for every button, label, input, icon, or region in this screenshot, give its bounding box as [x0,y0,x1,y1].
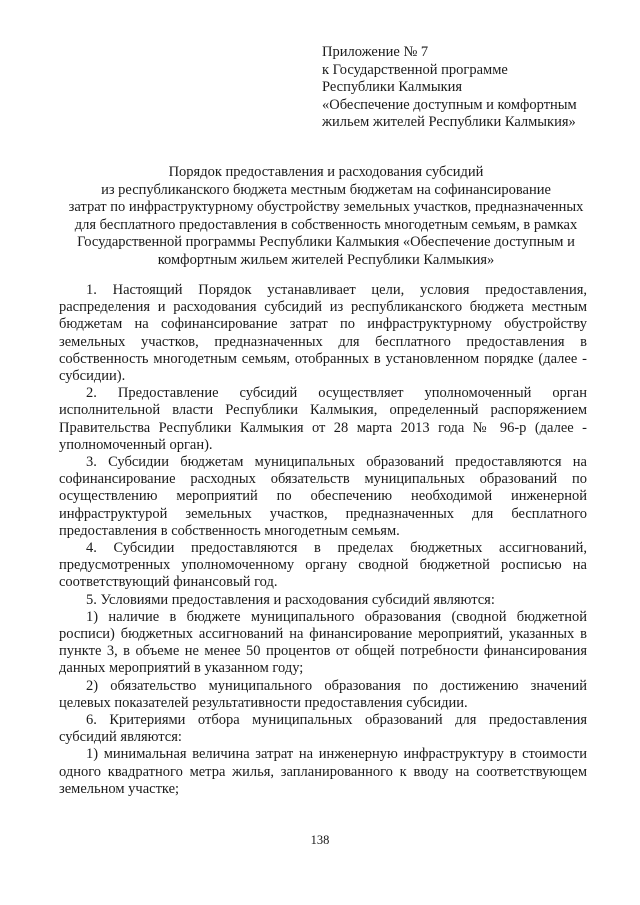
title-line: затрат по инфраструктурному обустройству земельных участков, предназначенных [68,199,584,216]
appendix-header [322,44,622,132]
page-number: 138 [310,833,330,847]
document-title [50,164,602,270]
paragraph-3: 3. Субсидии бюджетам муниципальных образований предоставляются на софинансирование расходных обязательств муниципальных образований по осуществлению мероприятий по обеспечению необходимой инженерной инфраструктурой земельных участков, предназначенных для бесплатного предоставления в собственность многодетным семьям. [59,454,587,539]
appendix-line: жильем жителей Республики Калмыкия» [322,114,576,130]
appendix-line: к Государственной программе [322,61,508,78]
paragraph-5-item-1: 1) наличие в бюджете муниципального образования (сводной бюджетной росписи) бюджетных ассигнований на финансирование мероприятий, указанных в пункте 3, в объеме не менее 50 процентов от общей потребности финансирования данных мероприятий в указанном году; [59,608,587,677]
title-line: для бесплатного предоставления в собственность многодетным семьям, в рамках [74,216,578,233]
paragraph-2: 2. Предоставление субсидий осуществляет уполномоченный орган исполнительной власти Республики Калмыкия, определенный распоряжением Правительства Республики Калмыкия от 28 марта 2013 года № 96-р (далее - уполномоченный орган). [59,385,587,453]
paragraph-6-item-1: 1) минимальная величина затрат на инженерную инфраструктуру в стоимости одного квадратного метра жилья, запланированного к вводу на соответствующем земельном участке; [59,746,587,797]
title-line: Порядок предоставления и расходования субсидий [168,164,484,180]
paragraph-4: 4. Субсидии предоставляются в пределах бюджетных ассигнований, предусмотренных уполномоченному органу сводной бюджетной росписью на соответствующий финансовый год. [59,540,587,591]
paragraph-5-item-2: 2) обязательство муниципального образования по достижению значений целевых показателей результативности предоставления субсидии. [59,677,587,711]
title-line: из республиканского бюджета местным бюджетам на софинансирование [101,181,551,198]
title-line: Государственной программы Республики Калмыкия «Обеспечение доступным и [77,234,575,251]
paragraph-5: 5. Условиями предоставления и расходования субсидий являются: [86,591,495,608]
appendix-line: Приложение № 7 [322,44,429,60]
appendix-line: «Обеспечение доступным и комфортным [322,96,577,113]
paragraph-1: 1. Настоящий Порядок устанавливает цели, условия предоставления, распределения и расходования субсидий из республиканского бюджета местным бюджетам на софинансирование затрат по инфраструктурному обустройству земельных участков, предназначенных для бесплатного предоставления в собственность многодетным семьям, отобранных в установленном порядке (далее - субсидии). [59,282,587,385]
title-line: комфортным жильем жителей Республики Калмыкия» [157,251,495,268]
document-body [59,282,587,798]
paragraph-6: 6. Критериями отбора муниципальных образований для предоставления субсидий являются: [59,712,587,746]
appendix-line: Республики Калмыкия [322,79,463,95]
